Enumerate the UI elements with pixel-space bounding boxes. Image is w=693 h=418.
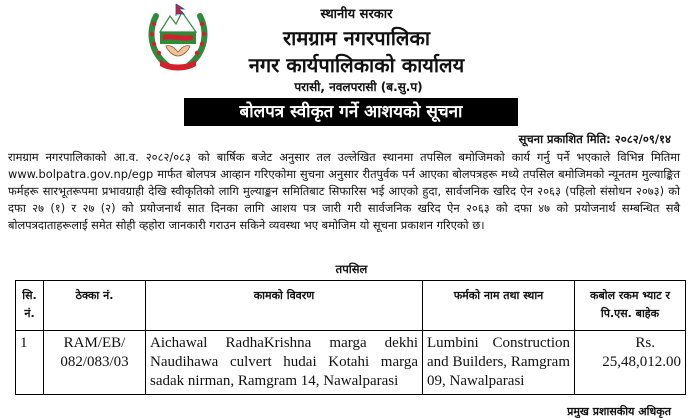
- cell-description: Aichawal RadhaKrishna marga dekhi Naudihawa culvert hudai Kotahi marga sadak nirman, Ramgram 14, Nawalparasi: [146, 331, 423, 395]
- table-header-row: [16, 281, 686, 331]
- amount-value: 25,48,012.00: [602, 354, 681, 370]
- office-name: नगर कार्यपालिकाको कार्यालय: [248, 53, 465, 77]
- table-row: [16, 331, 686, 395]
- office-location: परासी, नवलपरासी (ब.सु.प): [294, 80, 423, 94]
- notice-title-banner: बोलपत्र स्वीकृत गर्ने आशयको सूचना: [184, 98, 518, 126]
- amount-currency: Rs.: [635, 335, 655, 351]
- cell-sn: 1: [16, 331, 44, 395]
- cell-firm: Lumbini Construction and Builders, Ramgram 09, Nawalparasi: [423, 331, 575, 395]
- local-government-label: स्थानीय सरकार: [320, 7, 393, 22]
- municipality-name: रामग्राम नगरपालिका: [282, 26, 431, 50]
- col-header-amount: कबोल रकम भ्याट र पि.एस. बाहेक: [575, 281, 686, 331]
- cell-contract-no: RAM/EB/ 082/083/03: [44, 331, 146, 395]
- signatory-title: प्रमुख प्रशासकीय अधिकृत: [567, 405, 671, 418]
- col-header-firm: फर्मको नाम तथा स्थान: [423, 281, 575, 331]
- contract-table: [15, 280, 686, 395]
- schedule-heading: तपसिल: [335, 262, 368, 276]
- publication-date: सूचना प्रकाशित मिति: २०८२/०९/१४: [518, 132, 671, 146]
- col-header-sn: सि. नं.: [16, 281, 44, 331]
- col-header-contract-no: ठेक्का नं.: [44, 281, 146, 331]
- notice-body: रामग्राम नगरपालिकाको आ.व. २०८२/०८३ को बार्षिक बजेट अनुसार तल उल्लेखित स्थानमा तपसिल बमोजिमको कार्य गर्नु पर्ने भएकाले विभिन्न मितिमा www.bolpatra.gov.np/egp मार्फत बोलपत्र आव्हान गरिएकोमा सुचना अनुसार रीतपुर्वक पर्न आएका बोलपत्रहरू मध्ये तपसिल बमोजिमको न्यूनतम मुल्याङ्कित फर्महरू सारभूतरूपमा प्रभावग्राही देखि स्वीकृतिको लागि मुल्याङ्कन समितिबाट सिफारिस भई आएको हुदा, सार्वजनिक खरिद ऐन २०६३ (पहिलो संसोधन २०७३) को दफा २७ (१) र २७ (२) को प्रयोजनार्थ सात दिनका लागि आशय पत्र जारी गरी सार्वजनिक खरिद ऐन २०६३ को दफा ४७ को प्रयोजनार्थ सम्बन्धित सबै बोलपत्रदाताहरूलाई समेत सोही व्हहोरा जानकारी गराउन सकिने व्यवस्था भए बमोजिम यो सूचना प्रकाशन गरिएको छ।: [8, 150, 680, 232]
- cell-amount: [575, 331, 686, 395]
- col-header-description: कामको विवरण: [146, 281, 423, 331]
